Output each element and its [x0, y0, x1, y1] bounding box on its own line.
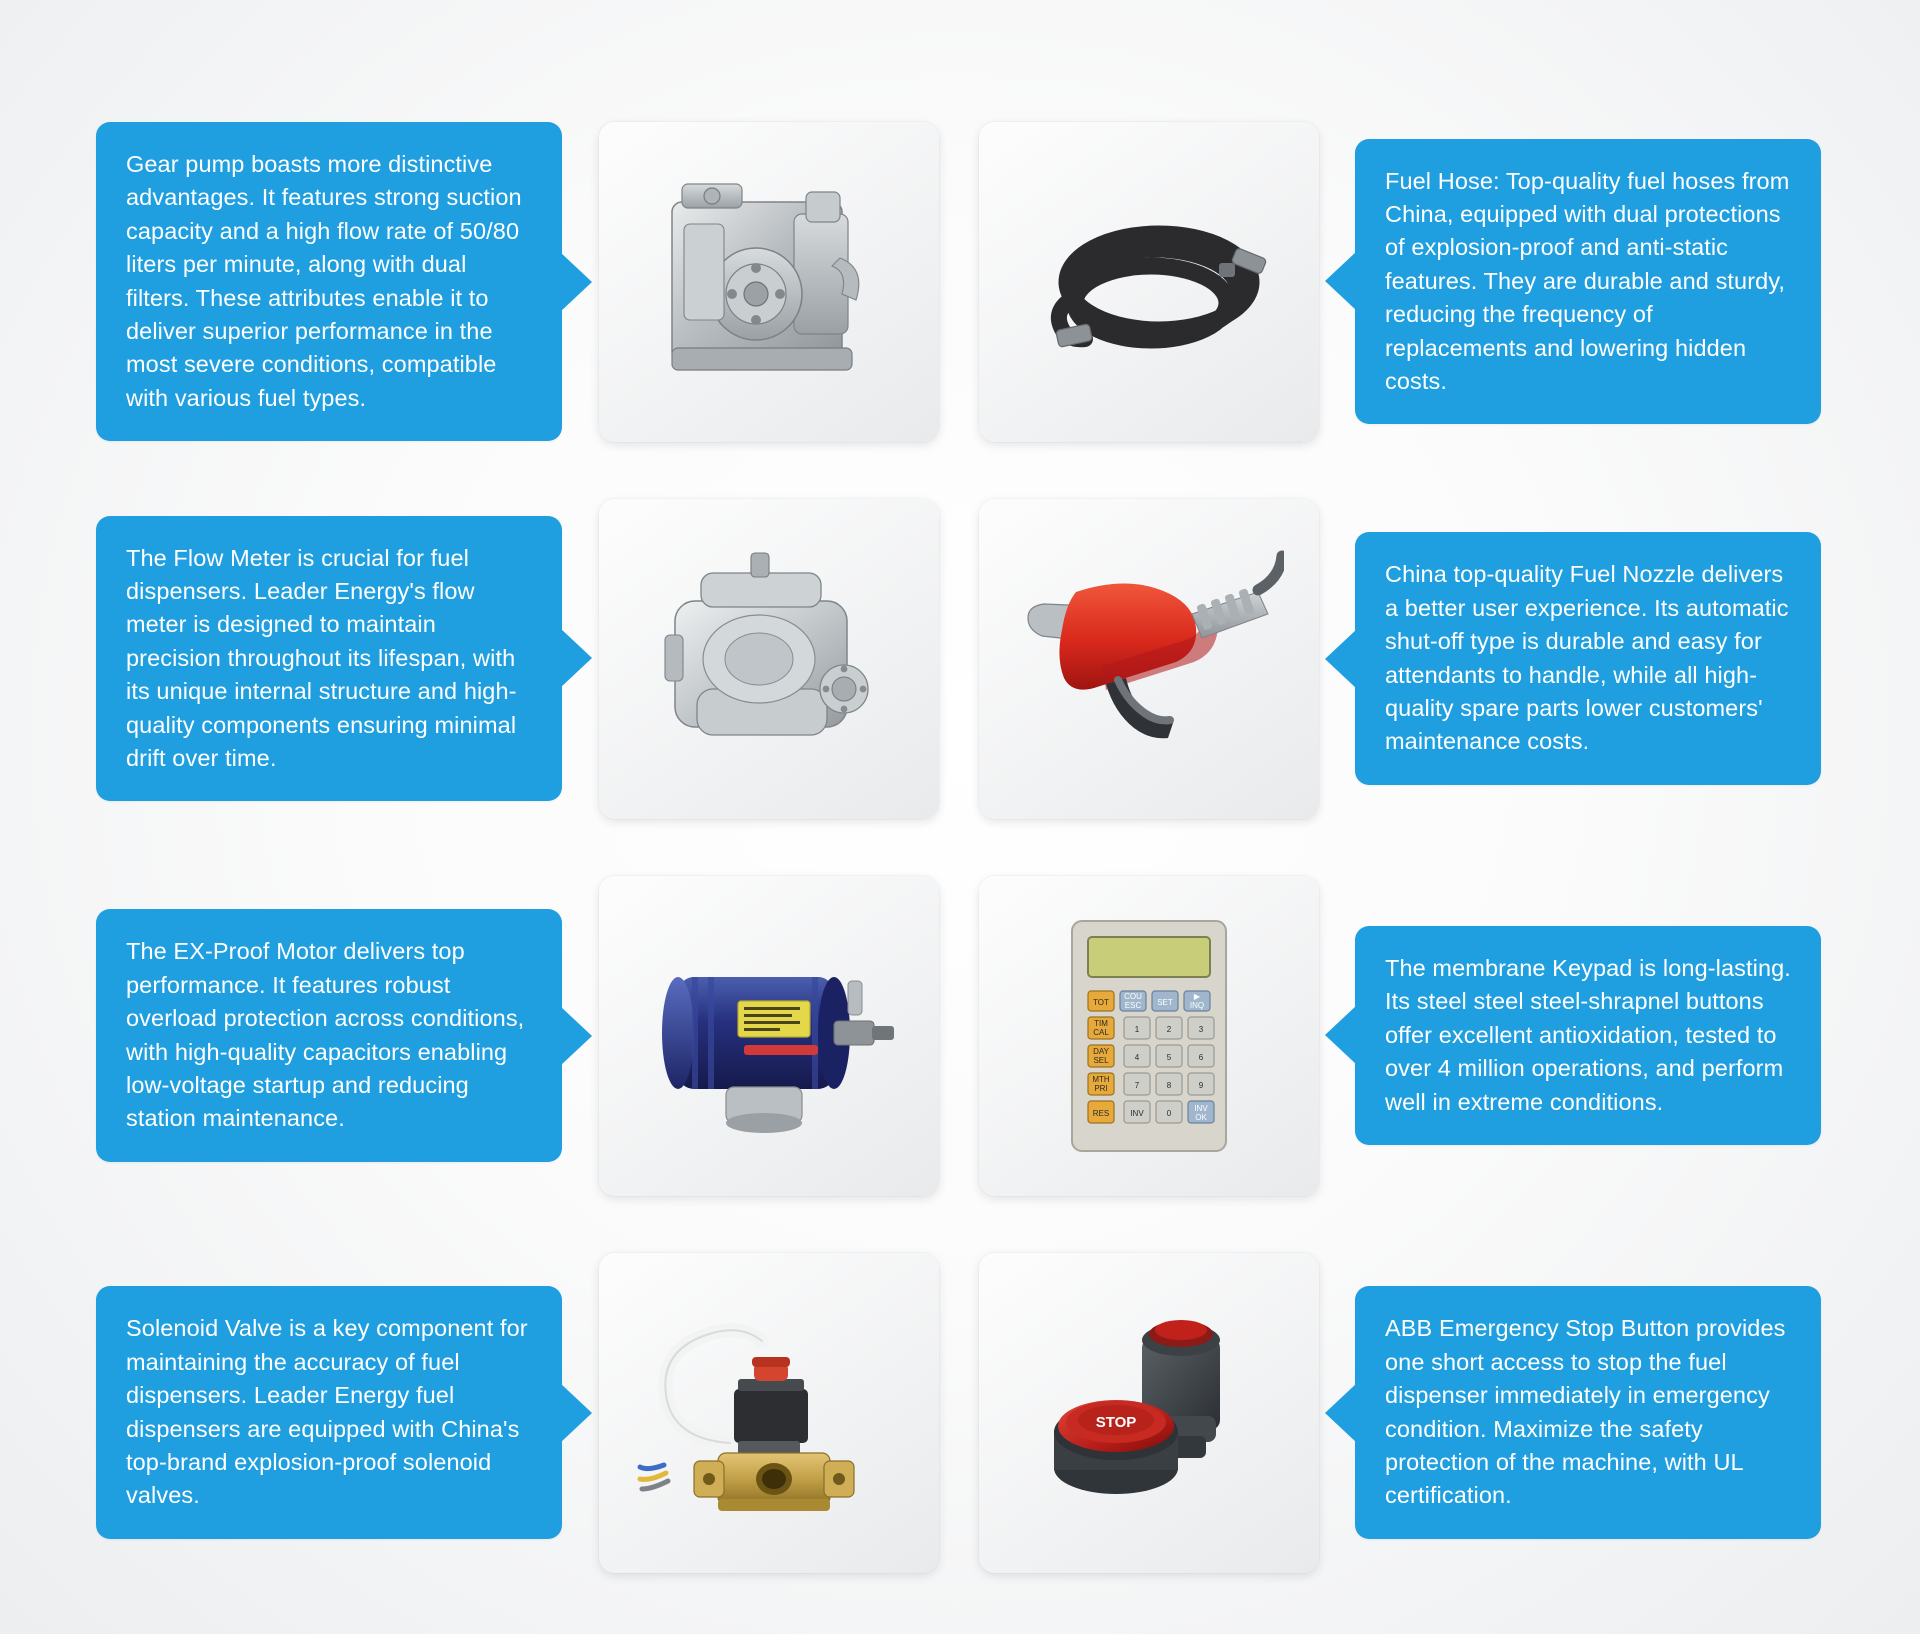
svg-text:COU: COU [1123, 991, 1142, 1001]
svg-text:▶: ▶ [1193, 991, 1200, 1001]
callout-membrane-keypad [1355, 926, 1821, 1145]
callout-membrane-keypad-text: The membrane Keypad is long-lasting. Its steel steel steel-shrapnel buttons offer excellent antioxidation, tested to over 4 million operations, and perform well in extreme conditions. [1385, 955, 1791, 1115]
svg-text:DAY: DAY [1092, 1046, 1109, 1056]
flow-meter-photo [599, 499, 939, 819]
svg-text:PRI: PRI [1093, 1083, 1108, 1093]
svg-text:INV: INV [1129, 1108, 1144, 1118]
svg-text:TOT: TOT [1092, 997, 1109, 1007]
callout-flow-meter [96, 516, 562, 802]
svg-text:5: 5 [1166, 1052, 1171, 1062]
callout-solenoid-valve [96, 1286, 562, 1538]
svg-text:INQ: INQ [1189, 1000, 1204, 1010]
svg-text:TIM: TIM [1093, 1018, 1108, 1028]
svg-text:SEL: SEL [1092, 1055, 1109, 1065]
fuel-nozzle-photo [979, 499, 1319, 819]
solenoid-valve-photo [599, 1253, 939, 1573]
callout-gear-pump-text: Gear pump boasts more distinctive advantages. It features strong suction capacity and a high flow rate of 50/80 liters per minute, along with dual filters. These attributes enable it to deliver superior performance in the most severe conditions, compatible with various fuel types. [126, 151, 522, 411]
svg-text:RES: RES [1092, 1108, 1109, 1118]
feature-grid [96, 104, 1824, 1590]
svg-text:1: 1 [1134, 1024, 1139, 1034]
emergency-stop-button-photo [979, 1253, 1319, 1573]
callout-emergency-stop [1355, 1286, 1821, 1538]
gear-pump-photo [599, 122, 939, 442]
svg-text:2: 2 [1166, 1024, 1171, 1034]
callout-flow-meter-text: The Flow Meter is crucial for fuel dispensers. Leader Energy's flow meter is designed to maintain precision throughout its lifespan, with its unique internal structure and high-quality components ensuring minimal drift over time. [126, 544, 517, 771]
svg-text:7: 7 [1134, 1080, 1139, 1090]
svg-text:8: 8 [1166, 1080, 1171, 1090]
svg-text:3: 3 [1198, 1024, 1203, 1034]
callout-solenoid-valve-text: Solenoid Valve is a key component for maintaining the accuracy of fuel dispensers. Leader Energy fuel dispensers are equipped with China's top-brand explosion-proof solenoid valves. [126, 1315, 528, 1509]
svg-text:CAL: CAL [1092, 1027, 1109, 1037]
callout-fuel-nozzle-text: China top-quality Fuel Nozzle delivers a better user experience. Its automatic shut-off type is durable and easy for attendants to handle, while all high-quality spare parts lower customers' maintenance costs. [1385, 561, 1789, 755]
callout-gear-pump [96, 122, 562, 441]
stop-label: STOP [1095, 1413, 1136, 1431]
svg-text:MTH: MTH [1091, 1074, 1110, 1084]
membrane-keypad-photo [979, 876, 1319, 1196]
fuel-hose-photo [979, 122, 1319, 442]
callout-emergency-stop-text: ABB Emergency Stop Button provides one short access to stop the fuel dispenser immediately in emergency condition. Maximize the safety protection of the machine, with UL certification. [1385, 1315, 1786, 1509]
svg-text:6: 6 [1198, 1052, 1203, 1062]
callout-fuel-nozzle [1355, 532, 1821, 784]
ex-proof-motor-photo [599, 876, 939, 1196]
callout-fuel-hose [1355, 139, 1821, 425]
svg-text:SET: SET [1156, 997, 1173, 1007]
svg-text:4: 4 [1134, 1052, 1139, 1062]
callout-ex-proof-motor [96, 909, 562, 1161]
svg-text:INV: INV [1193, 1103, 1208, 1113]
callout-ex-proof-motor-text: The EX-Proof Motor delivers top performance. It features robust overload protection across conditions, with high-quality capacitors enabling low-voltage startup and reducing station maintenance. [126, 938, 525, 1132]
svg-text:9: 9 [1198, 1080, 1203, 1090]
svg-text:ESC: ESC [1124, 1000, 1141, 1010]
svg-text:OK: OK [1194, 1112, 1207, 1122]
callout-fuel-hose-text: Fuel Hose: Top-quality fuel hoses from China, equipped with dual protections of explosion-proof and anti-static features. They are durable and sturdy, reducing the frequency of replacements and lowering hidden costs. [1385, 167, 1790, 394]
svg-text:0: 0 [1166, 1108, 1171, 1118]
